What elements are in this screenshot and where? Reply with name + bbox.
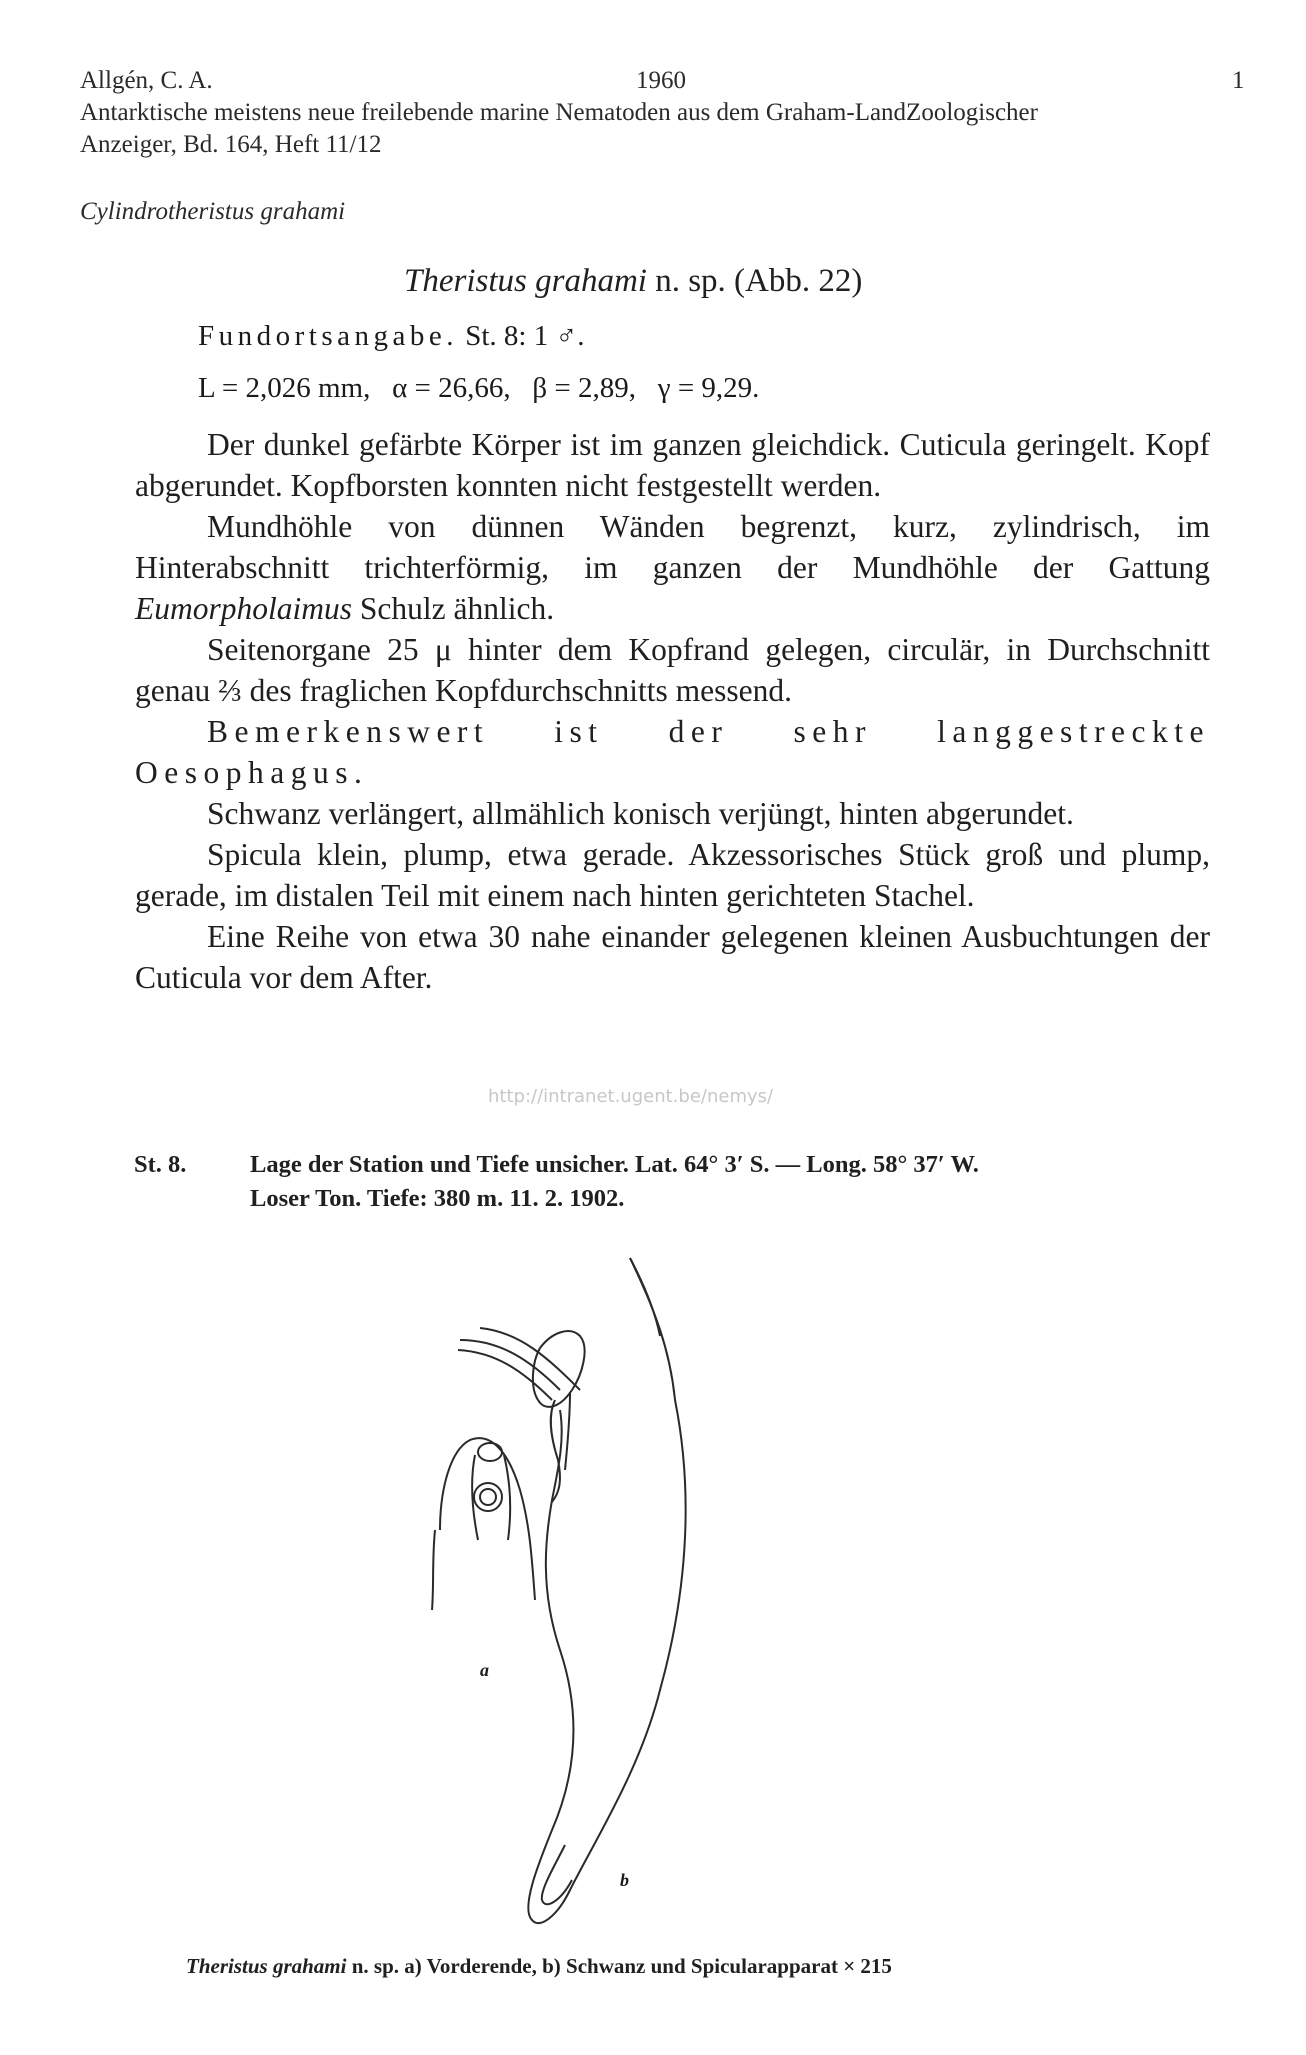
article-title-species: Theristus grahami (404, 263, 647, 299)
locality-line (198, 320, 585, 353)
article-body (135, 424, 1210, 998)
caption-rest: n. sp. a) Vorderende, b) Schwanz und Spicularapparat × 215 (346, 1954, 892, 1978)
paragraph-tail: Schwanz verlängert, allmählich konisch verjüngt, hinten abgerundet. (207, 796, 1074, 831)
year: 1960 (636, 67, 686, 94)
author: Allgén, C. A. (80, 67, 213, 94)
figure-label-a: a (480, 1660, 489, 1680)
paragraph-mouth-cavity-text: Mundhöhle von dünnen Wänden begrenzt, kurz, zylindrisch, im Hinterabschnitt trichterförmig, im ganzen der Mundhöhle der Gattung (135, 509, 1210, 585)
figure-label-b: b (620, 1870, 629, 1890)
locality-label: Fundortsangabe. (198, 320, 458, 352)
station-line-2: Loser Ton. Tiefe: 380 m. 11. 2. 1902. (250, 1185, 625, 1212)
station-line-1: Lage der Station und Tiefe unsicher. Lat. 64° 3′ S. — Long. 58° 37′ W. (250, 1151, 979, 1178)
genus-eumorpholaimus: Eumorpholaimus (135, 591, 353, 626)
species-name: Cylindrotheristus grahami (80, 198, 346, 225)
paragraph-cuticula: Eine Reihe von etwa 30 nahe einander gelegenen kleinen Ausbuchtungen der Cuticula vor dem After. (135, 919, 1210, 995)
article-title (404, 263, 862, 300)
nematode-illustration (420, 1240, 840, 1940)
locality-value: St. 8: 1 ♂. (465, 320, 585, 352)
paragraph-lateral-organs: Seitenorgane 25 μ hinter dem Kopfrand gelegen, circulär, in Durchschnitt genau ⅔ des fraglichen Kopfdurchschnitts messend. (135, 632, 1210, 708)
source-title-line-1: Antarktische meistens neue freilebende marine Nematoden aus dem Graham-LandZoologischer (80, 99, 1038, 126)
paragraph-mouth-cavity (135, 506, 1210, 629)
station-label: St. 8. (134, 1151, 187, 1178)
article-title-rest: n. sp. (Abb. 22) (646, 263, 863, 299)
watermark: http://intranet.ugent.be/nemys/ (488, 1086, 774, 1107)
tail-outline (528, 1258, 685, 1923)
paragraph-body-color: Der dunkel gefärbte Körper ist im ganzen gleichdick. Cuticula geringelt. Kopf abgerundet. Kopfborsten konnten nicht festgestellt werden. (135, 427, 1210, 503)
spicular-apparatus (458, 1328, 585, 1502)
caption-species: Theristus grahami (186, 1954, 347, 1978)
measurements: L = 2,026 mm, α = 26,66, β = 2,89, γ = 9,29. (198, 372, 760, 404)
figure-caption (186, 1954, 892, 1979)
head-outline (432, 1438, 535, 1610)
paragraph-mouth-cavity-end: Schulz ähnlich. (352, 591, 555, 626)
paragraph-oesophagus: Bemerkenswert ist der sehr langgestreckte Oesophagus. (135, 714, 1210, 790)
source-title-line-2: Anzeiger, Bd. 164, Heft 11/12 (80, 131, 382, 158)
paragraph-spicula: Spicula klein, plump, etwa gerade. Akzessorisches Stück groß und plump, gerade, im distalen Teil mit einem nach hinten gerichteten Stachel. (135, 837, 1210, 913)
page-number: 1 (1232, 67, 1245, 94)
